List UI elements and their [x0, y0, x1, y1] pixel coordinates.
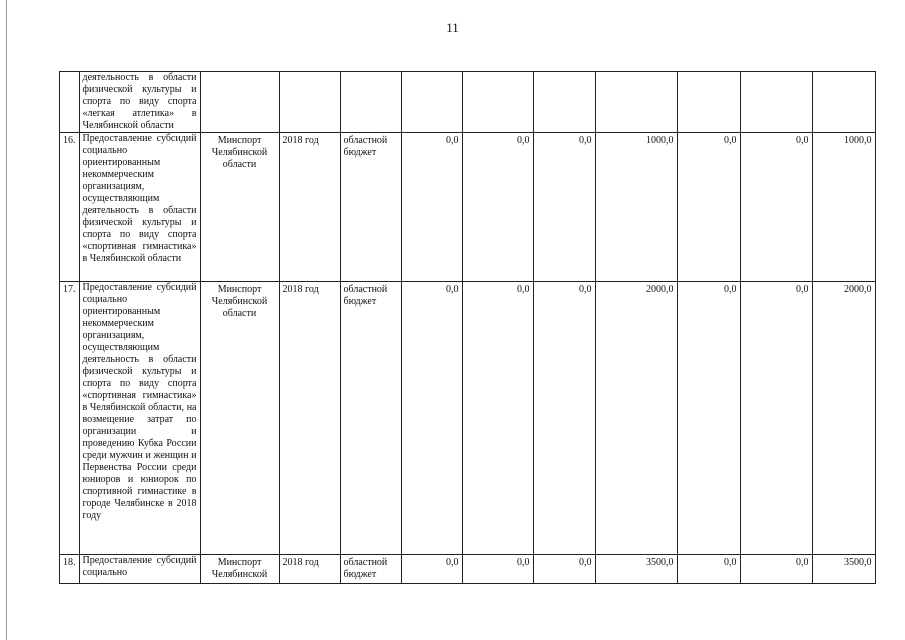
cell-description: Предоставление субсидий социально	[79, 555, 200, 584]
cell-value	[533, 72, 595, 133]
cell-executor: Минспорт Челябинской области	[200, 133, 279, 282]
table-row	[60, 282, 876, 555]
cell-value: 0,0	[677, 133, 740, 282]
cell-value: 0,0	[677, 555, 740, 584]
page-edge-line	[6, 0, 7, 640]
cell-value	[401, 72, 462, 133]
cell-num: 16.	[60, 133, 80, 282]
cell-executor: Минспорт Челябинской области	[200, 282, 279, 555]
cell-source: областной бюджет	[340, 555, 401, 584]
cell-value: 2000,0	[595, 282, 677, 555]
cell-value	[677, 72, 740, 133]
cell-value: 0,0	[740, 133, 812, 282]
cell-value: 3500,0	[812, 555, 875, 584]
cell-value: 0,0	[401, 133, 462, 282]
cell-description: деятельность в области физической культуры и спорта по виду спорта «легкая атлетика» в Челябинской области	[79, 72, 200, 133]
table-row	[60, 555, 876, 584]
cell-value: 0,0	[533, 555, 595, 584]
cell-period: 2018 год	[279, 133, 340, 282]
cell-num: 18.	[60, 555, 80, 584]
cell-value: 3500,0	[595, 555, 677, 584]
cell-value: 0,0	[740, 555, 812, 584]
cell-value	[595, 72, 677, 133]
cell-period: 2018 год	[279, 555, 340, 584]
cell-period	[279, 72, 340, 133]
cell-value	[462, 72, 533, 133]
cell-value: 0,0	[462, 133, 533, 282]
cell-value: 0,0	[401, 555, 462, 584]
cell-source: областной бюджет	[340, 133, 401, 282]
cell-num	[60, 72, 80, 133]
cell-value: 1000,0	[595, 133, 677, 282]
cell-value: 0,0	[533, 133, 595, 282]
cell-description: Предоставление субсидий социально ориентированным некоммерческим организациям, осуществляющим деятельность в области физической культуры и спорта по виду спорта «спортивная гимнастика» в Челябинской области, на возмещение затрат по организации и проведению Кубка России среди мужчин и женщин и Первенства России среди юниоров и юниорок по спортивной гимнастике в городе Челябинске в 2018 году	[79, 282, 200, 555]
cell-period: 2018 год	[279, 282, 340, 555]
cell-value: 2000,0	[812, 282, 875, 555]
cell-source	[340, 72, 401, 133]
cell-num: 17.	[60, 282, 80, 555]
cell-value: 0,0	[533, 282, 595, 555]
cell-value: 0,0	[401, 282, 462, 555]
page-number: 11	[446, 20, 459, 35]
cell-value: 0,0	[740, 282, 812, 555]
cell-value	[740, 72, 812, 133]
cell-value: 0,0	[462, 282, 533, 555]
cell-source: областной бюджет	[340, 282, 401, 555]
cell-value: 1000,0	[812, 133, 875, 282]
cell-executor: Минспорт Челябинской	[200, 555, 279, 584]
cell-value	[812, 72, 875, 133]
cell-executor	[200, 72, 279, 133]
cell-value: 0,0	[462, 555, 533, 584]
table-row-continuation	[60, 72, 876, 133]
cell-value: 0,0	[677, 282, 740, 555]
program-table	[59, 71, 876, 584]
cell-description: Предоставление субсидий социально ориентированным некоммерческим организациям, осуществляющим деятельность в области физической культуры и спорта по виду спорта «спортивная гимнастика» в Челябинской области	[79, 133, 200, 282]
table-row	[60, 133, 876, 282]
